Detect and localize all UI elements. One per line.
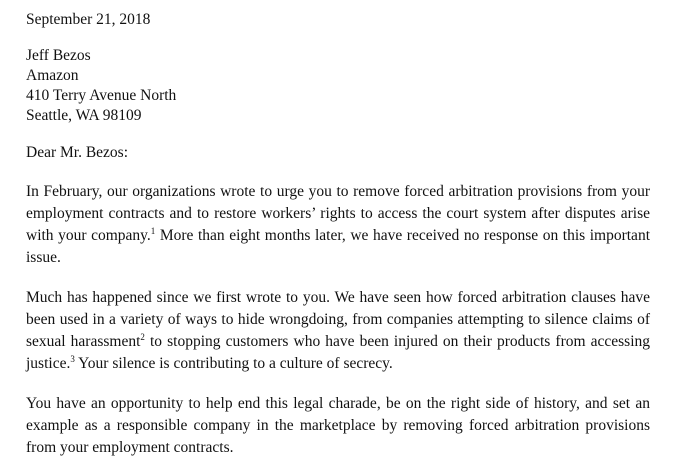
paragraph-2 (26, 287, 650, 375)
recipient-company: Amazon (26, 67, 79, 84)
paragraph-1-text-a: In February, our organizations wrote to urge you to remove forced arbitration provisions from your employment contracts and to restore workers’ rights to access the court system after disputes arise with your company. (26, 183, 650, 244)
paragraph-2-text-b: to stopping customers who have been injured on their products from accessing justice. (26, 333, 651, 372)
footnote-marker-1: 1 (150, 225, 156, 236)
footnote-marker-3: 3 (70, 353, 75, 364)
footnote-marker-2: 2 (140, 331, 145, 342)
paragraph-2-text-c: Your silence is contributing to a culture of secrecy. (74, 355, 393, 372)
recipient-street: 410 Terry Avenue North (26, 87, 177, 104)
recipient-city-state-zip: Seattle, WA 98109 (26, 107, 142, 124)
salutation: Dear Mr. Bezos: (26, 144, 129, 161)
paragraph-2-text-a: Much has happened since we first wrote to you. We have seen how forced arbitration clauses have been used in a variety of ways to hide wrongdoing, from companies attempting to silence claims of sexual harassment (26, 289, 650, 350)
recipient-name: Jeff Bezos (26, 47, 91, 64)
paragraph-3: You have an opportunity to help end this legal charade, be on the right side of history, and set an example as a responsible company in the marketplace by removing forced arbitration provisions from your employment contracts. (26, 395, 650, 456)
paragraph-1-text-b: More than eight months later, we have received no response on this important issue. (26, 227, 650, 266)
paragraph-1 (26, 181, 650, 269)
letter-date: September 21, 2018 (26, 11, 151, 28)
